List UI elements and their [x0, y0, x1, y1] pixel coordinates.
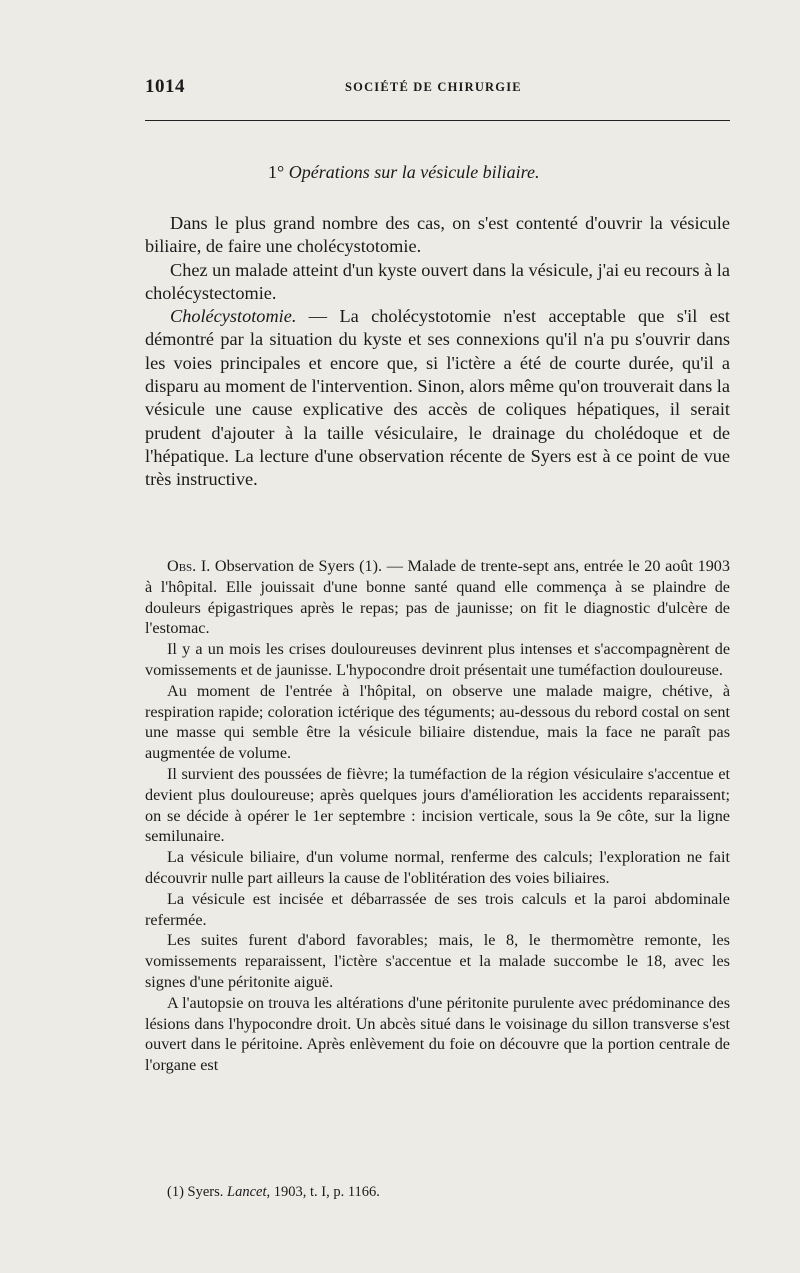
main-text	[145, 212, 730, 492]
observation-paragraph: Les suites furent d'abord favorables; mais, le 8, le thermomètre remonte, les vomissements reparaissent, l'ictère s'accentue et la malade succombe le 18, avec les signes d'une péritonite aiguë.	[145, 931, 730, 991]
paragraph	[145, 305, 730, 491]
footnote	[167, 1184, 380, 1201]
observation-paragraph: Il survient des poussées de fièvre; la tuméfaction de la région vésiculaire s'accentue et devient plus douloureuse; après quelques jours d'amélioration les accidents reparaissent; on se décide à opérer le 1er septembre : incision verticale, sous la 9e côte, sur la ligne semilunaire.	[145, 764, 730, 846]
page-number: 1014	[145, 76, 185, 97]
observation-paragraph: La vésicule est incisée et débarrassée de ses trois calculs et la paroi abdominale refermée.	[145, 889, 730, 929]
observation-block	[145, 556, 730, 1076]
page-header	[145, 76, 730, 100]
observation-paragraph: La vésicule biliaire, d'un volume normal, renferme des calculs; l'exploration ne fait découvrir nulle part ailleurs la cause de l'oblitération des voies biliaires.	[145, 848, 730, 887]
paragraph: Dans le plus grand nombre des cas, on s'est contenté d'ouvrir la vésicule biliaire, de faire une cholécystotomie.	[145, 213, 730, 257]
observation-body: Observation de Syers (1). — Malade de trente-sept ans, entrée le 20 août 1903 à l'hôpital. Elle jouissait d'une bonne santé quand elle commença à se plaindre de douleurs épigastriques après le repas; pas de jaunisse; on fit le diagnostic d'ulcère de l'estomac.	[145, 557, 730, 638]
observation-paragraph: Au moment de l'entrée à l'hôpital, on observe une malade maigre, chétive, à respiration rapide; coloration ictérique des téguments; au-dessous du rebord costal on sent une masse qui semble être la vésicule biliaire distendue, mais la face ne paraît pas augmentée de volume.	[145, 681, 730, 763]
running-title: SOCIÉTÉ DE CHIRURGIE	[345, 80, 522, 94]
paragraph: Chez un malade atteint d'un kyste ouvert dans la vésicule, j'ai eu recours à la cholécystectomie.	[145, 259, 730, 303]
footnote-journal: Lancet	[227, 1184, 267, 1200]
observation-paragraph	[145, 556, 730, 639]
header-rule	[145, 120, 730, 121]
section-number: 1°	[268, 162, 285, 182]
paragraph-body: — La cholécystotomie n'est acceptable que s'il est démontré par la situation du kyste et ses connexions qu'il n'a pu s'ouvrir dans les voies principales et encore que, si l'ictère a été de courte durée, qu'il a disparu au moment de l'intervention. Sinon, alors même qu'on trouverait dans la vésicule une cause explicative des accès de coliques hépatiques, il serait prudent d'ajouter à la taille vésiculaire, le drainage du cholédoque et de l'hépatique. La lecture d'une observation récente de Syers est à ce point de vue très instructive.	[145, 306, 730, 490]
observation-label: Obs. I.	[167, 557, 211, 575]
section-title: Opérations sur la vésicule biliaire.	[288, 162, 540, 182]
observation-paragraph: A l'autopsie on trouva les altérations d'une péritonite purulente avec prédominance des lésions dans l'hypocondre droit. Un abcès situé dans le voisinage du sillon transverse s'est ouvert dans le péritoine. Après enlèvement du foie on découvre que la portion centrale de l'organe est	[145, 993, 730, 1075]
paragraph-lead: Cholécystotomie.	[170, 306, 297, 327]
footnote-ref: (1) Syers.	[167, 1184, 224, 1200]
observation-paragraph: Il y a un mois les crises douloureuses devinrent plus intenses et s'accompagnèrent de vomissements et de jaunisse. L'hypocondre droit présentait une tuméfaction douloureuse.	[145, 640, 730, 679]
section-heading	[268, 162, 540, 183]
footnote-details: , 1903, t. I, p. 1166.	[266, 1184, 380, 1200]
